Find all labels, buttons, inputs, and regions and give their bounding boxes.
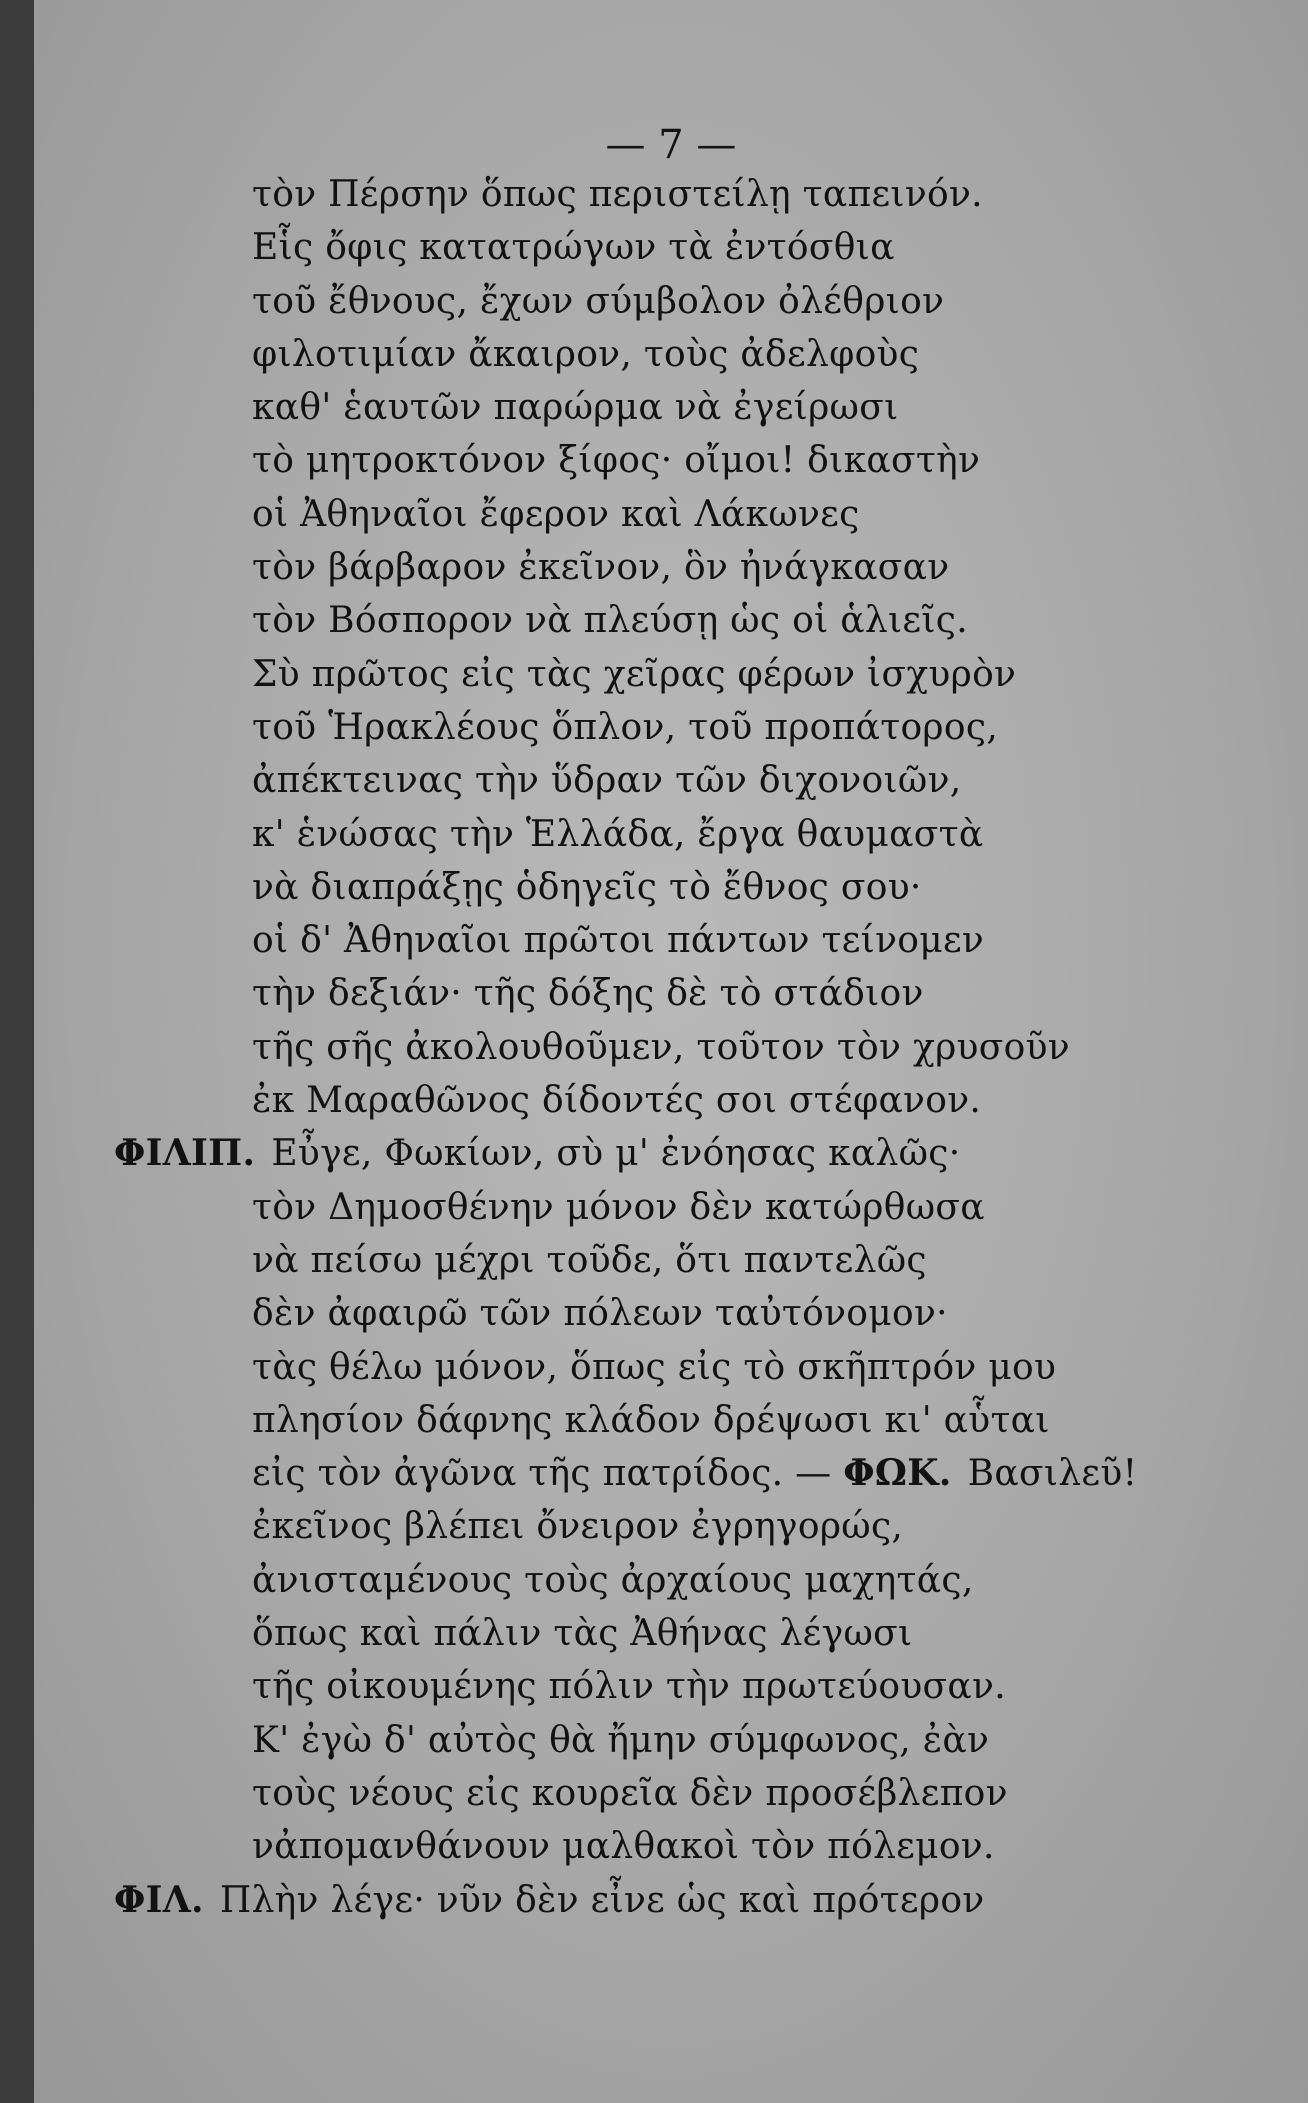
verse-line: ἀνισταμένους τοὺς ἀρχαίους μαχητάς, — [252, 1559, 974, 1601]
verse-line: νὰ πείσω μέχρι τοῦδε, ὅτι παντελῶς — [252, 1239, 927, 1281]
verse-line: τὸν Βόσπορον νὰ πλεύσῃ ὡς οἱ ἁλιεῖς. — [252, 600, 968, 642]
verse-line: κ' ἑνώσας τὴν Ἑλλάδα, ἔργα θαυμαστὰ — [252, 813, 984, 855]
verse-line: Εἷς ὄφις κατατρώγων τὰ ἐντόσθια — [252, 227, 895, 269]
verse-line: ὅπως καὶ πάλιν τὰς Ἀθήνας λέγωσι — [252, 1613, 913, 1655]
verse-line-text: Πλὴν λέγε· νῦν δὲν εἶνε ὡς καὶ πρότερον — [219, 1879, 985, 1921]
speaker-name: ΦΙΛΙΠ. — [114, 1132, 256, 1175]
verse-line: τὸ μητροκτόνον ξίφος· οἴμοι! δικαστὴν — [252, 440, 981, 482]
verse-line: τὴν δεξιάν· τῆς δόξης δὲ τὸ στάδιον — [252, 973, 924, 1015]
verse-line: ἀπέκτεινας τὴν ὕδραν τῶν διχονοιῶν, — [252, 760, 962, 802]
verse-line: Κ' ἐγὼ δ' αὐτὸς θὰ ἤμην σύμφωνος, ἐὰν — [252, 1719, 990, 1761]
verse-line: νὰ διαπράξῃς ὁδηγεῖς τὸ ἔθνος σου· — [252, 866, 922, 908]
verse-line: τῆς οἰκουμένης πόλιν τὴν πρωτεύουσαν. — [252, 1666, 1006, 1708]
verse-line: ἐκ Μαραθῶνος δίδοντές σοι στέφανον. — [252, 1080, 982, 1122]
verse-line: τοὺς νέους εἰς κουρεῖα δὲν προσέβλεπον — [252, 1772, 1008, 1814]
verse-line: τὸν Πέρσην ὅπως περιστείλῃ ταπεινόν. — [252, 174, 983, 215]
verse-text — [114, 168, 1234, 1927]
speaker-name: ΦΩΚ. — [843, 1452, 952, 1495]
verse-line-text: εἰς τὸν ἀγῶνα τῆς πατρίδος. — — [252, 1453, 832, 1495]
verse-line: πλησίον δάφνης κλάδον δρέψωσι κι' αὗται — [252, 1399, 1050, 1441]
verse-line: οἱ δ' Ἀθηναῖοι πρῶτοι πάντων τείνομεν — [252, 920, 985, 962]
verse-line: τὸν Δημοσθένην μόνον δὲν κατώρθωσα — [252, 1186, 985, 1228]
book-page — [34, 0, 1308, 2103]
verse-line: οἱ Ἀθηναῖοι ἔφερον καὶ Λάκωνες — [252, 493, 860, 535]
verse-line: τὰς θέλω μόνον, ὅπως εἰς τὸ σκῆπτρόν μου — [252, 1346, 1057, 1388]
verse-line: τῆς σῆς ἀκολουθοῦμεν, τοῦτον τὸν χρυσοῦν — [252, 1026, 1070, 1068]
speech-start-line — [114, 1127, 1234, 1180]
page-number: — 7 — — [605, 122, 737, 168]
verse-line: τοῦ ἔθνους, ἔχων σύμβολον ὀλέθριον — [252, 280, 945, 322]
verse-line: τὸν βάρβαρον ἐκεῖνον, ὃν ἠνάγκασαν — [252, 547, 950, 589]
speaker-name: ΦΙΛ. — [114, 1878, 204, 1921]
verse-line: φιλοτιμίαν ἄκαιρον, τοὺς ἀδελφοὺς — [252, 333, 920, 375]
verse-line: δὲν ἀφαιρῶ τῶν πόλεων ταὐτόνομον· — [252, 1293, 948, 1335]
verse-line: τοῦ Ἡρακλέους ὅπλον, τοῦ προπάτορος, — [252, 706, 999, 748]
verse-line: νἀπομανθάνουν μαλθακοὶ τὸν πόλεμον. — [252, 1826, 995, 1868]
verse-line: Σὺ πρῶτος εἰς τὰς χεῖρας φέρων ἰσχυρὸν — [252, 653, 1017, 695]
shared-verse-line — [114, 1447, 1234, 1500]
speech-start-line — [114, 1874, 1234, 1927]
verse-line-text: Βασιλεῦ! — [967, 1453, 1138, 1495]
verse-line-text: Εὖγε, Φωκίων, σὺ μ' ἐνόησας καλῶς· — [271, 1133, 961, 1175]
verse-line: καθ' ἑαυτῶν παρώρμα νὰ ἐγείρωσι — [252, 387, 899, 429]
verse-line: ἐκεῖνος βλέπει ὄνειρον ἐγρηγορώς, — [252, 1506, 904, 1548]
